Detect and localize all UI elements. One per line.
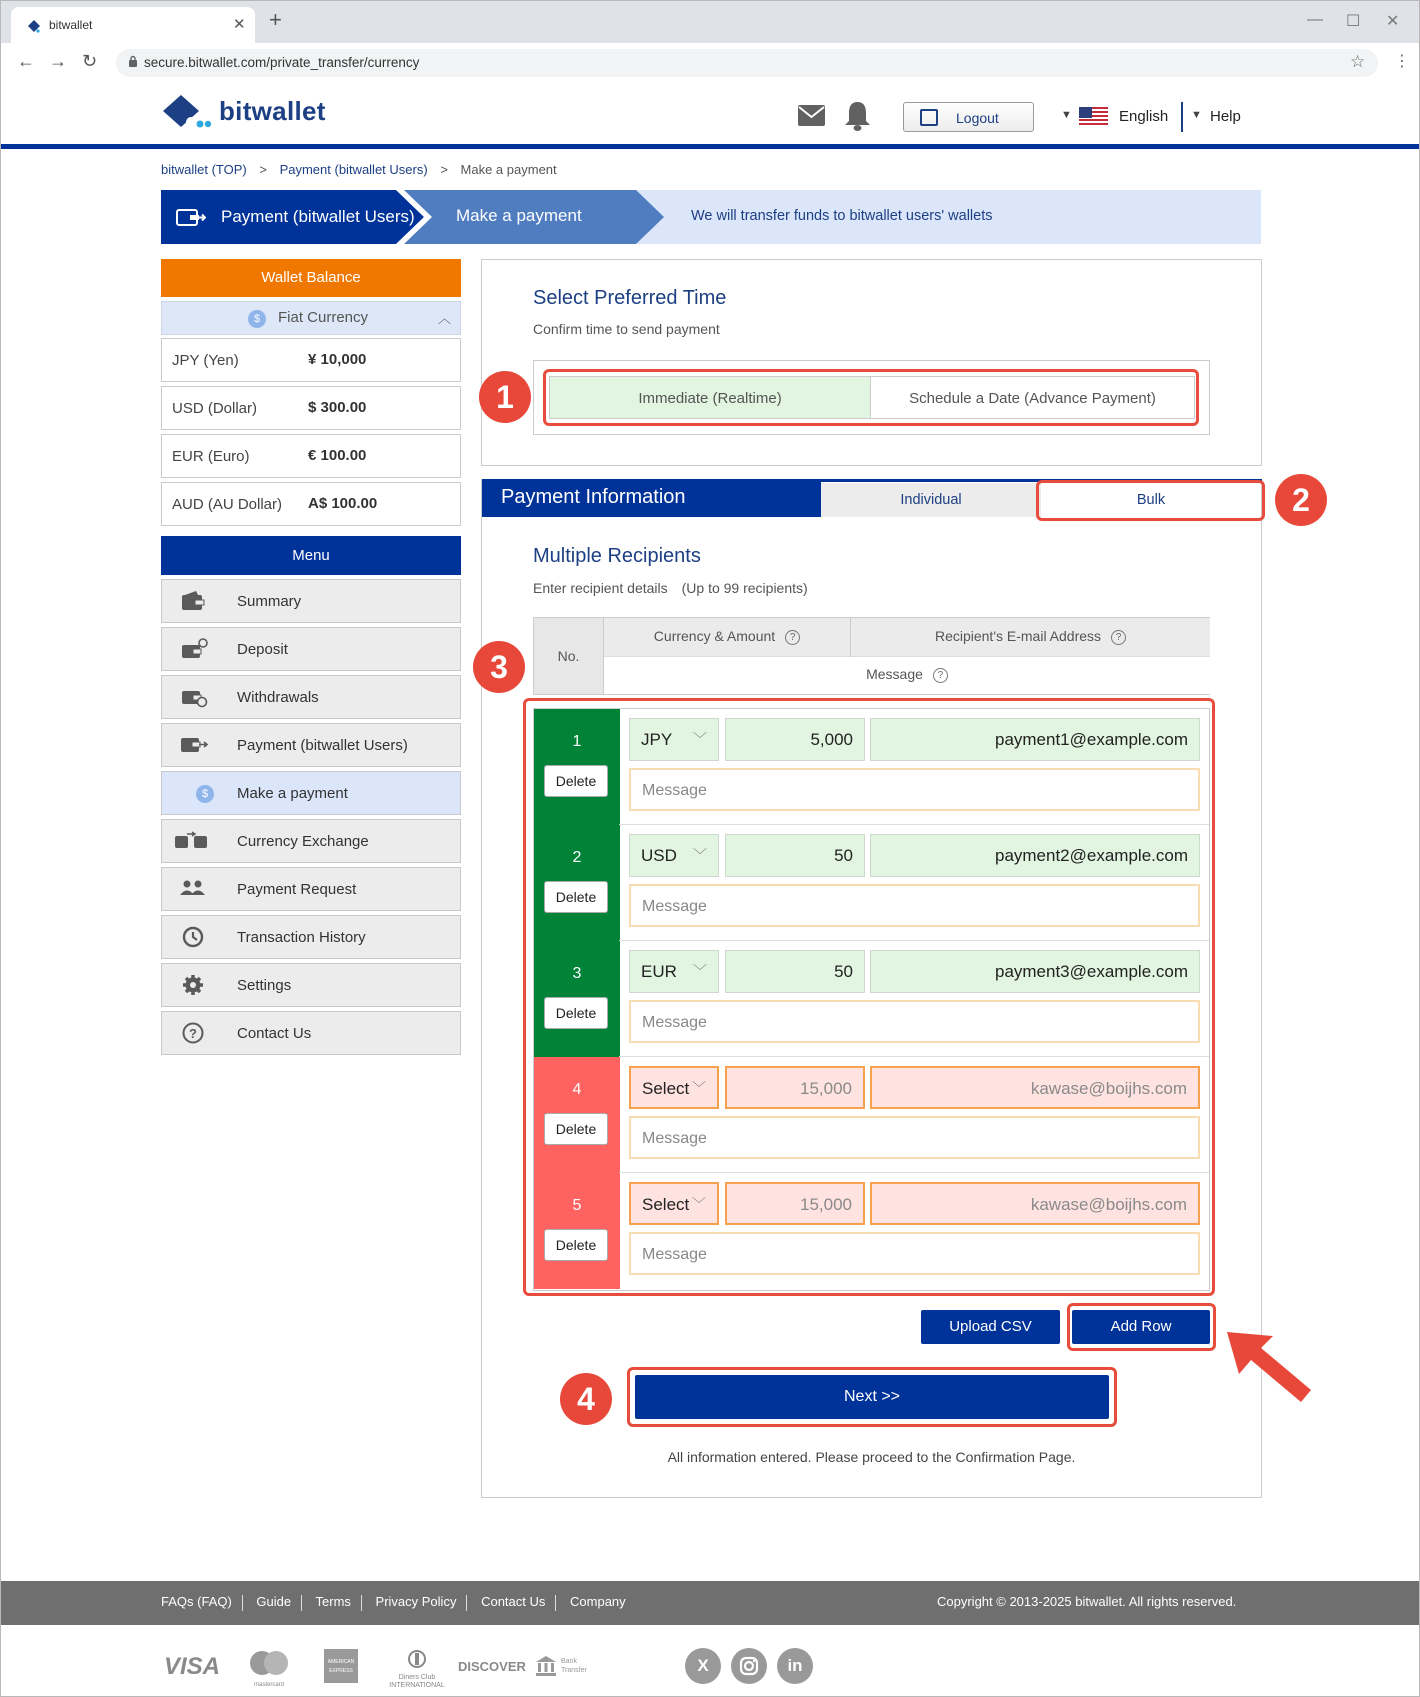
row-number: 5: [572, 1197, 582, 1214]
bitwallet-favicon-icon: [27, 19, 41, 33]
footer-link-guide[interactable]: Guide: [256, 1594, 292, 1609]
balance-currency: USD (Dollar): [172, 400, 258, 417]
confirmation-note: All information entered. Please proceed to the Confirmation Page.: [667, 1449, 1076, 1465]
row-number: 4: [572, 1081, 582, 1098]
copyright-text: Copyright © 2013-2025 bitwallet. All rights reserved.: [937, 1594, 1237, 1609]
column-header-currency-amount: [604, 628, 850, 645]
next-button[interactable]: Next >>: [635, 1375, 1109, 1419]
bitwallet-logo-icon[interactable]: [161, 93, 215, 129]
close-window-icon[interactable]: ✕: [1386, 13, 1400, 30]
chevron-down-icon: ﹀: [692, 1080, 706, 1096]
balance-row: [161, 434, 461, 478]
schedule-date-option[interactable]: Schedule a Date (Advance Payment): [870, 376, 1195, 419]
column-header-no: No.: [534, 618, 604, 694]
amount-input[interactable]: 15,000: [725, 1182, 865, 1225]
annotation-highlight-next: [627, 1367, 1117, 1427]
logout-button[interactable]: [903, 102, 1034, 132]
dollar-coin-icon: $: [248, 310, 266, 328]
footer-links: [161, 1594, 626, 1611]
annotation-badge: 1: [479, 371, 531, 423]
amount-input[interactable]: 15,000: [725, 1066, 865, 1109]
payment-banner-icon: [176, 205, 206, 229]
mastercard-label: mastercard: [253, 1682, 284, 1688]
breadcrumb-payment-link[interactable]: Payment (bitwallet Users): [279, 162, 428, 177]
footer-link-company[interactable]: Company: [570, 1594, 626, 1609]
breadcrumb-separator: >: [440, 162, 448, 177]
balance-row: [161, 386, 461, 430]
email-input[interactable]: payment1@example.com: [870, 718, 1200, 761]
mastercard-logo: [247, 1649, 291, 1688]
balance-row: [161, 482, 461, 526]
currency-value: Select: [642, 1195, 690, 1214]
withdraw-icon: [178, 686, 208, 708]
sidebar-item-payment-request[interactable]: [161, 867, 461, 911]
header-rule: [1, 144, 1420, 149]
us-flag-icon[interactable]: [1079, 107, 1108, 127]
fiat-currency-label: Fiat Currency: [278, 309, 369, 326]
gear-icon: [178, 974, 208, 996]
balance-amount: € 100.00: [308, 447, 367, 464]
row-number: 1: [572, 733, 582, 750]
email-input[interactable]: kawase@boijhs.com: [870, 1066, 1200, 1109]
email-input[interactable]: kawase@boijhs.com: [870, 1182, 1200, 1225]
header-divider: [1181, 102, 1183, 132]
visa-logo: VISA: [164, 1653, 221, 1680]
sidebar-item-label: Make a payment: [237, 785, 348, 802]
x-social-icon[interactable]: X: [685, 1648, 721, 1684]
instagram-icon[interactable]: [731, 1648, 767, 1684]
banner-section-title: Payment (bitwallet Users): [221, 207, 415, 226]
email-input[interactable]: payment3@example.com: [870, 950, 1200, 993]
notification-bell-icon[interactable]: [843, 100, 872, 132]
currency-value: Select: [642, 1079, 690, 1098]
balance-row: [161, 338, 461, 382]
balance-currency: JPY (Yen): [172, 352, 239, 369]
language-selector[interactable]: English: [1119, 108, 1169, 125]
row-number: 2: [572, 849, 582, 866]
delete-row-button[interactable]: Delete: [544, 1113, 608, 1145]
wallet-icon: [178, 590, 208, 612]
banner-page-title: Make a payment: [456, 206, 582, 225]
language-dropdown-icon[interactable]: ▼: [1061, 109, 1072, 121]
minimize-icon[interactable]: —: [1307, 11, 1323, 28]
sidebar-item-settings[interactable]: [161, 963, 461, 1007]
linkedin-icon[interactable]: in: [777, 1648, 813, 1684]
question-icon: [178, 1022, 208, 1044]
tab-bulk[interactable]: Bulk: [1041, 483, 1261, 517]
exchange-icon: [174, 830, 208, 852]
bank-transfer-logo: [535, 1653, 595, 1681]
help-dropdown-icon[interactable]: ▼: [1191, 109, 1202, 121]
multiple-recipients-title: Multiple Recipients: [533, 545, 701, 567]
email-label: Recipient's E-mail Address: [934, 628, 1102, 644]
url-text[interactable]: secure.bitwallet.com/private_transfer/currency: [144, 55, 420, 70]
delete-row-button[interactable]: Delete: [544, 997, 608, 1029]
logout-label: Logout: [956, 110, 999, 126]
currency-value: JPY: [641, 730, 673, 749]
footer-link-terms[interactable]: Terms: [315, 1594, 351, 1609]
annotation-highlight-bulk: [1036, 480, 1265, 521]
balance-amount: $ 300.00: [308, 399, 367, 416]
help-question-icon[interactable]: ?: [785, 630, 800, 645]
delete-row-button[interactable]: Delete: [544, 765, 608, 797]
currency-value: EUR: [641, 962, 677, 981]
currency-amount-label: Currency & Amount: [653, 628, 776, 644]
message-input[interactable]: Message: [629, 1116, 1200, 1159]
maximize-icon[interactable]: ☐: [1346, 13, 1361, 30]
sidebar-item-label: Contact Us: [237, 1025, 312, 1042]
sidebar-item-label: Summary: [237, 593, 302, 610]
sidebar-item-label: Payment Request: [237, 881, 357, 898]
balance-currency: AUD (AU Dollar): [172, 496, 283, 513]
breadcrumb-current: Make a payment: [460, 162, 557, 177]
breadcrumb: [161, 162, 557, 177]
sidebar-item-label: Transaction History: [237, 929, 366, 946]
diners-club-logo: [389, 1649, 445, 1689]
sidebar-item-label: Currency Exchange: [237, 833, 369, 850]
chevron-down-icon: ﹀: [693, 847, 707, 863]
sidebar-item-label: Settings: [237, 977, 292, 994]
message-input[interactable]: Message: [629, 1000, 1200, 1043]
sidebar-item-contact-us[interactable]: [161, 1011, 461, 1055]
bookmark-star-icon[interactable]: ☆: [1350, 52, 1366, 71]
sidebar-item-label: Deposit: [237, 641, 288, 658]
column-header-message: [604, 666, 1210, 683]
back-icon[interactable]: ←: [17, 51, 35, 71]
breadcrumb-separator: >: [259, 162, 267, 177]
logout-icon: [920, 109, 938, 126]
menu-header: Menu: [161, 536, 461, 575]
annotation-highlight-time: [543, 369, 1199, 426]
preferred-time-subtitle: Confirm time to send payment: [533, 321, 720, 337]
amex-logo: AMERICAN EXPRESS: [324, 1649, 358, 1683]
message-input[interactable]: Message: [629, 768, 1200, 811]
browser-menu-icon[interactable]: ⋮: [1394, 53, 1410, 70]
dollar-icon: $: [196, 785, 214, 803]
wallet-balance-header: Wallet Balance: [161, 259, 461, 297]
delete-row-button[interactable]: Delete: [544, 881, 608, 913]
sidebar-item-summary[interactable]: [161, 579, 461, 623]
annotation-highlight-add-row: [1067, 1303, 1216, 1351]
forward-icon[interactable]: →: [49, 51, 67, 71]
sidebar-item-currency-exchange[interactable]: [161, 819, 461, 863]
row-number: 3: [572, 965, 582, 982]
browser-tab[interactable]: [11, 7, 255, 43]
annotation-arrow-icon: [1221, 1326, 1317, 1406]
breadcrumb-top-link[interactable]: bitwallet (TOP): [161, 162, 247, 177]
chevron-down-icon: ﹀: [693, 731, 707, 747]
new-tab-icon[interactable]: +: [269, 7, 282, 32]
chevron-down-icon: ﹀: [692, 1196, 706, 1212]
sidebar-item-transaction-history[interactable]: [161, 915, 461, 959]
footer-link-contact[interactable]: Contact Us: [481, 1594, 546, 1609]
amount-input[interactable]: 50: [725, 950, 865, 993]
message-input[interactable]: Message: [629, 884, 1200, 927]
bank-transfer-label: Bank Transfer: [561, 1658, 587, 1674]
amount-input[interactable]: 5,000: [725, 718, 865, 761]
lock-icon: [128, 55, 138, 67]
footer-link-privacy[interactable]: Privacy Policy: [375, 1594, 457, 1609]
balance-currency: EUR (Euro): [172, 448, 250, 465]
sidebar-item-make-a-payment[interactable]: [161, 771, 461, 815]
fiat-currency-toggle[interactable]: [161, 301, 461, 335]
footer-link-faq[interactable]: FAQs (FAQ): [161, 1594, 232, 1609]
upload-csv-button[interactable]: Upload CSV: [921, 1310, 1060, 1344]
help-question-icon[interactable]: ?: [933, 668, 948, 683]
reload-icon[interactable]: ↻: [82, 51, 98, 71]
add-row-button[interactable]: Add Row: [1072, 1310, 1210, 1344]
tab-title: bitwallet: [49, 18, 93, 32]
amount-input[interactable]: 50: [725, 834, 865, 877]
sidebar-item-payment[interactable]: [161, 723, 461, 767]
users-icon: [178, 878, 208, 900]
message-label: Message: [866, 666, 923, 682]
annotation-badge: 2: [1275, 474, 1327, 526]
sidebar-item-label: Payment (bitwallet Users): [237, 737, 408, 754]
chevron-up-icon[interactable]: ︿: [438, 311, 452, 326]
annotation-highlight-rows: [523, 698, 1215, 1296]
diners-label: Diners Club INTERNATIONAL: [389, 1674, 445, 1689]
delete-row-button[interactable]: Delete: [544, 1229, 608, 1261]
help-question-icon[interactable]: ?: [1111, 630, 1126, 645]
svg-text:?: ?: [189, 1026, 197, 1041]
discover-logo: DISCOVER: [458, 1659, 526, 1674]
sidebar-item-label: Withdrawals: [237, 689, 319, 706]
tab-individual[interactable]: Individual: [821, 483, 1041, 517]
immediate-option[interactable]: Immediate (Realtime): [549, 376, 871, 419]
multiple-recipients-subtitle: Enter recipient details (Up to 99 recipients): [533, 580, 808, 596]
mail-icon[interactable]: [798, 105, 825, 126]
chevron-down-icon: ﹀: [693, 963, 707, 979]
annotation-badge: 4: [560, 1373, 612, 1425]
balance-amount: ¥ 10,000: [308, 351, 367, 368]
balance-amount: A$ 100.00: [308, 495, 378, 512]
banner-description: We will transfer funds to bitwallet users' wallets: [691, 208, 993, 224]
recipients-table-header: [533, 617, 1210, 695]
annotation-badge: 3: [473, 641, 525, 693]
tab-close-icon[interactable]: ✕: [233, 16, 246, 33]
sidebar-item-deposit[interactable]: [161, 627, 461, 671]
column-header-email: [851, 628, 1210, 645]
deposit-icon: [178, 638, 208, 660]
logo-text[interactable]: bitwallet: [219, 96, 326, 126]
payment-info-title: Payment Information: [501, 486, 686, 508]
message-input[interactable]: Message: [629, 1232, 1200, 1275]
payment-icon: [178, 734, 208, 756]
help-link[interactable]: Help: [1210, 108, 1241, 125]
preferred-time-title: Select Preferred Time: [533, 287, 727, 309]
sidebar-item-withdrawals[interactable]: [161, 675, 461, 719]
currency-value: USD: [641, 846, 677, 865]
email-input[interactable]: payment2@example.com: [870, 834, 1200, 877]
history-icon: [178, 926, 208, 948]
